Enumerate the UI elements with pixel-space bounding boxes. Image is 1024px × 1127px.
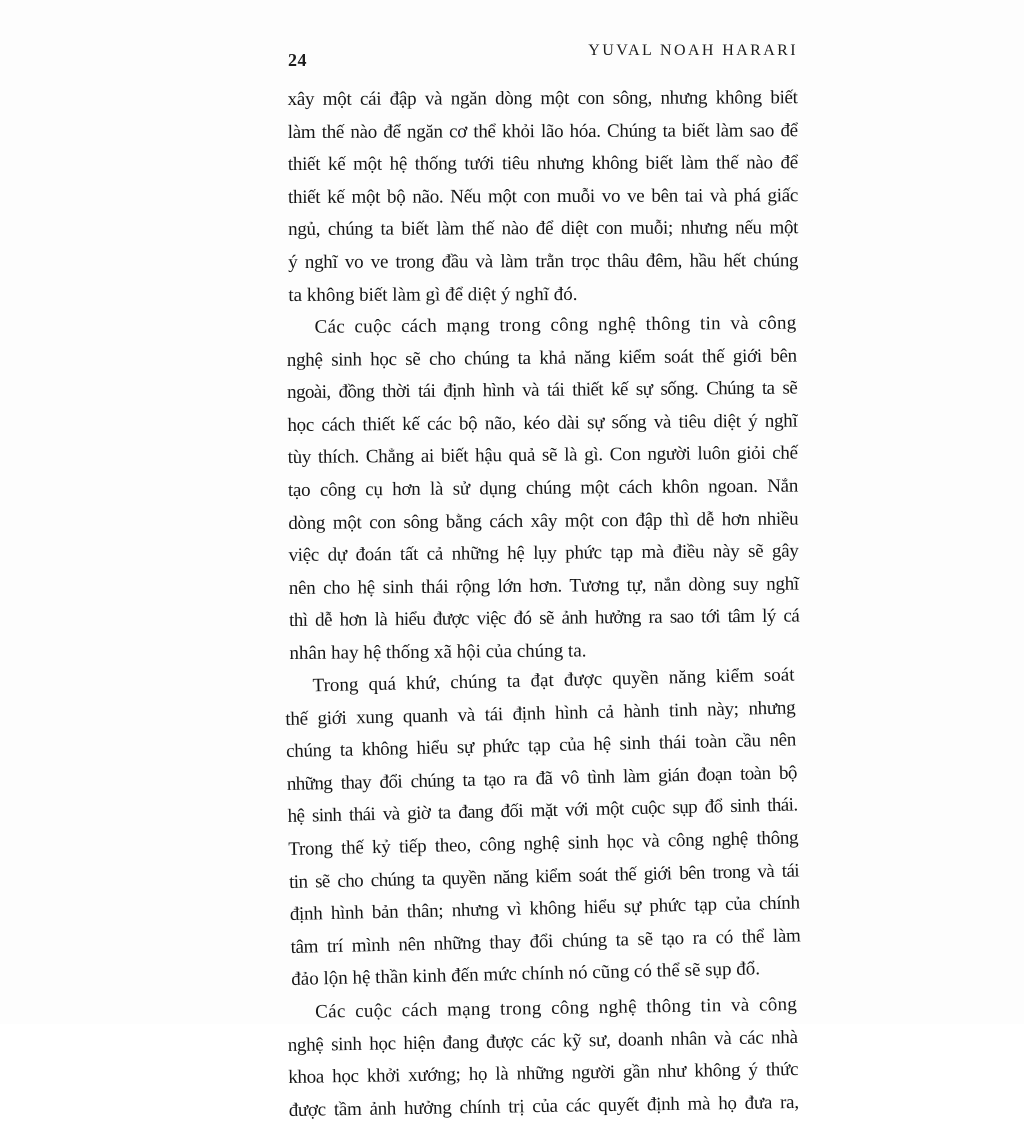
- text-line: tâm trí mình nên những thay đổi chúng ta sẽ tạo ra có thể làm: [290, 924, 801, 958]
- text-line: định hình bản thân; nhưng vì không hiểu sự phức tạp của chính: [289, 892, 800, 925]
- text-line: thì dễ hơn là hiểu được việc đó sẽ ảnh hưởng ra sao tới tâm lý cá: [289, 606, 800, 632]
- paragraph-2: [286, 308, 799, 671]
- text-line: nên cho hệ sinh thái rộng lớn hơn. Tương tự, nắn dòng suy nghĩ: [288, 573, 799, 599]
- text-line: ngủ, chúng ta biết làm thế nào để diệt con muỗi; nhưng nếu một: [288, 217, 799, 241]
- paragraph-3: [284, 659, 801, 996]
- text-line: hệ sinh thái và giờ ta đang đối mặt với một cuộc sụp đổ sinh thái.: [287, 794, 798, 828]
- page-number: 24: [288, 50, 307, 70]
- text-line: thiết kế một bộ não. Nếu một con muỗi vo ve bên tai và phá giấc: [287, 185, 799, 208]
- text-line: nhân hay hệ thống xã hội của chúng ta.: [289, 640, 587, 665]
- text-line: việc dự đoán tất cả những hệ lụy phức tạp mà điều này sẽ gây: [288, 540, 799, 567]
- text-line: tin sẽ cho chúng ta quyền năng kiểm soát thế giới bên trong và tái: [288, 859, 800, 893]
- running-head-author: YUVAL NOAH HARARI: [588, 42, 798, 59]
- text-line: thiết kế một hệ thống tưới tiêu nhưng không biết làm thế nào để: [287, 152, 798, 176]
- text-line: học cách thiết kế các bộ não, kéo dài sự sống và tiêu diệt ý nghĩ: [287, 410, 798, 436]
- text-line: dòng một con sông bằng cách xây một con đập thì dễ hơn nhiều: [288, 508, 799, 534]
- text-line: nghệ sinh học sẽ cho chúng ta khả năng kiểm soát thế giới bên: [286, 345, 797, 371]
- text-line: tạo công cụ hơn là sử dụng chúng một cách khôn ngoan. Nắn: [287, 475, 799, 502]
- text-line: Trong quá khứ, chúng ta đạt được quyền năng kiểm soát: [312, 664, 795, 697]
- text-line: chúng ta không hiểu sự phức tạp của hệ sinh thái toàn cầu nên: [285, 729, 797, 762]
- text-line: khoa học khởi xướng; họ là những người gần như không ý thức: [288, 1058, 799, 1088]
- text-line: đảo lộn hệ thần kinh đến mức chính nó cũng có thể sẽ sụp đổ.: [291, 958, 761, 990]
- text-line: Trong thế kỷ tiếp theo, công nghệ sinh học và công nghệ thông: [288, 827, 799, 860]
- text-line: được tầm ảnh hưởng chính trị của các quyết định mà họ đưa ra,: [288, 1091, 799, 1121]
- text-line: xây một cái đập và ngăn dòng một con sông, nhưng không biết: [287, 87, 798, 111]
- text-line: ngoài, đồng thời tái định hình và tái thiết kế sự sống. Chúng ta sẽ: [287, 377, 798, 404]
- text-line: thế giới xung quanh và tái định hình cả hành tinh này; nhưng: [285, 696, 796, 730]
- running-header: [288, 40, 798, 76]
- paragraph-4: [287, 989, 799, 1127]
- paragraph-1: [288, 82, 799, 312]
- text-line: những thay đổi chúng ta tạo ra đã vô tình làm gián đoạn toàn bộ: [286, 761, 797, 795]
- text-line: ta không biết làm gì để diệt ý nghĩ đó.: [288, 283, 578, 306]
- text-line: Các cuộc cách mạng trong công nghệ thông tin và công: [315, 993, 798, 1023]
- text-line: ý nghĩ vo ve trong đầu và làm trằn trọc thâu đêm, hầu hết chúng: [288, 250, 799, 273]
- text-line: nghệ sinh học hiện đang được các kỹ sư, doanh nhân và các nhà: [287, 1026, 798, 1056]
- text-line: làm thế nào để ngăn cơ thể khỏi lão hóa. Chúng ta biết làm sao để: [287, 119, 798, 143]
- text-line: Các cuộc cách mạng trong công nghệ thông tin và công: [314, 312, 797, 338]
- text-line: tùy thích. Chẳng ai biết hậu quả sẽ là gì. Con người luôn giỏi chế: [287, 443, 798, 469]
- body-text: [285, 84, 801, 1127]
